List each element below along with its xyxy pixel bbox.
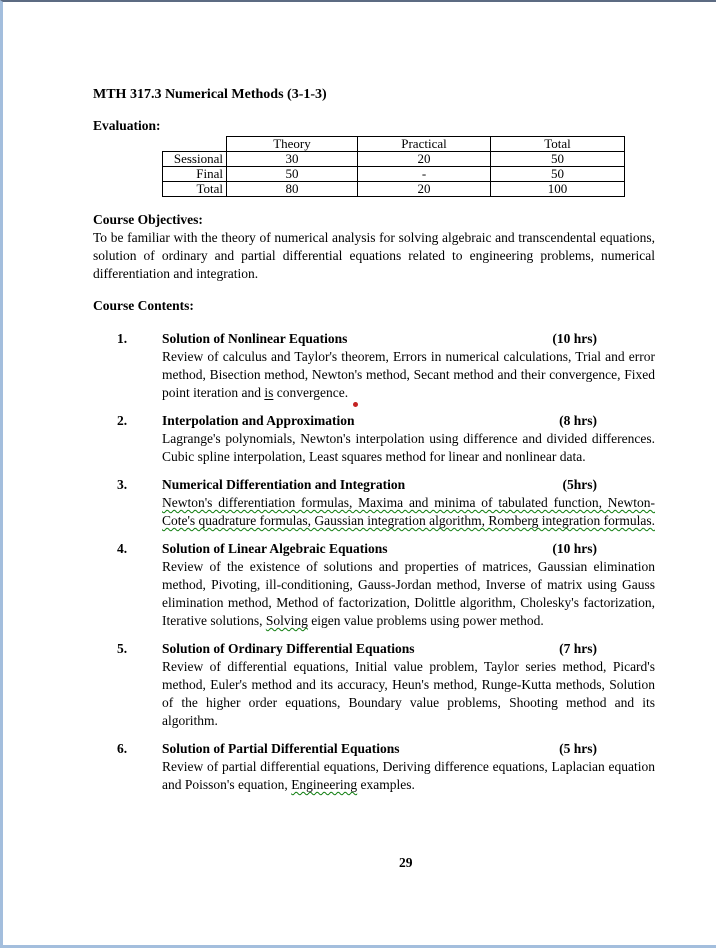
value-cell: 100 — [491, 182, 625, 197]
evaluation-label: Evaluation: — [93, 118, 161, 133]
row-label-cell: Sessional — [163, 152, 227, 167]
course-objectives-label: Course Objectives: — [93, 212, 203, 227]
item-hours: (5 hrs) — [559, 741, 597, 756]
content-item-3 — [93, 476, 655, 530]
item-title: Solution of Ordinary Differential Equations — [162, 641, 415, 656]
item-body — [162, 494, 655, 530]
item-heading — [162, 740, 655, 758]
page-title: MTH 317.3 Numerical Methods (3-1-3) — [93, 87, 327, 102]
item-body: Review of differential equations, Initial value problem, Taylor series method, Picard's method, Euler's method and its accuracy, Heun's method, Runge-Kutta methods, Solution of the higher order equations, Boundary value problems, Shooting method and its algorithm. — [162, 659, 655, 728]
grammar-squiggle-text: Solving — [265, 613, 308, 628]
item-body-text: examples. — [357, 777, 415, 792]
item-hours: (10 hrs) — [552, 331, 597, 346]
grammar-squiggle-text: Engineering — [291, 777, 358, 792]
item-heading — [162, 640, 655, 658]
underlined-word: is — [264, 385, 274, 400]
item-main — [162, 476, 655, 530]
value-cell: 80 — [227, 182, 358, 197]
content-item-6 — [93, 740, 655, 794]
table-row-sessional — [163, 152, 625, 167]
item-title: Solution of Nonlinear Equations — [162, 331, 348, 346]
item-heading — [162, 412, 655, 430]
item-body-text: Review of calculus and Taylor's theorem, Errors in numerical calculations, Trial and error method, Bisection method, Newton's method, Secant method and their convergence, Fixed point iteration and — [162, 349, 655, 400]
item-body-text: Review of the existence of solutions and properties of matrices, Gaussian elimination method, Pivoting, ill-conditioning, Gauss-Jordan method, Inverse of matrix using Gauss elimination method, Method of factorization, Dolittle algorithm, Cholesky's factorization, Iterative solutions, — [162, 559, 655, 628]
table-row-total — [163, 182, 625, 197]
item-main — [162, 330, 655, 402]
item-body: Lagrange's polynomials, Newton's interpolation using difference and divided differences. Cubic spline interpolation, Least squares method for linear and nonlinear data. — [162, 431, 655, 464]
value-cell: 20 — [358, 152, 491, 167]
item-main — [162, 540, 655, 630]
red-dot-annotation — [353, 402, 358, 407]
table-row-final — [163, 167, 625, 182]
item-number: 1. — [117, 331, 128, 346]
item-main — [162, 640, 655, 730]
grammar-squiggle-text: Newton's differentiation formulas, Maxima and minima of tabulated function, Newton-Cote's quadrature formulas, Gaussian integration algorithm, Romberg integration formulas. — [162, 495, 655, 528]
table-header-blank-cell — [163, 137, 227, 152]
evaluation-table — [162, 136, 625, 197]
value-cell: 50 — [491, 152, 625, 167]
table-header-total: Total — [491, 137, 625, 152]
item-title: Numerical Differentiation and Integration — [162, 477, 406, 492]
content-item-2 — [93, 412, 655, 466]
item-title: Solution of Linear Algebraic Equations — [162, 541, 388, 556]
item-number: 6. — [117, 741, 128, 756]
item-hours: (8 hrs) — [559, 413, 597, 428]
item-body — [162, 758, 655, 794]
item-heading — [162, 476, 655, 494]
page-number: 29 — [399, 855, 413, 870]
value-cell: 50 — [491, 167, 625, 182]
item-hours: (10 hrs) — [552, 541, 597, 556]
item-title: Solution of Partial Differential Equations — [162, 741, 400, 756]
item-title: Interpolation and Approximation — [162, 413, 355, 428]
row-label-cell: Final — [163, 167, 227, 182]
item-heading — [162, 330, 655, 348]
item-body-text: convergence. — [273, 385, 349, 400]
item-heading — [162, 540, 655, 558]
item-main — [162, 740, 655, 794]
course-contents-label: Course Contents: — [93, 298, 194, 313]
table-header-practical: Practical — [358, 137, 491, 152]
item-body — [162, 558, 655, 630]
item-body-text: Review of partial differential equations, Deriving difference equations, Laplacian equation and Poisson's equation, — [162, 759, 655, 792]
value-cell: 30 — [227, 152, 358, 167]
item-number: 3. — [117, 477, 128, 492]
table-header-theory: Theory — [227, 137, 358, 152]
page-content — [93, 2, 655, 794]
course-objectives-text: To be familiar with the theory of numerical analysis for solving algebraic and transcendental equations, solution of ordinary and partial differential equations related to engineering problems, numerical differentiation and integration. — [93, 230, 655, 281]
content-item-4 — [93, 540, 655, 630]
item-main — [162, 412, 655, 466]
item-number: 2. — [117, 413, 128, 428]
item-body-text: eigen value problems using power method. — [307, 613, 544, 628]
value-cell: 50 — [227, 167, 358, 182]
table-header-row — [163, 137, 625, 152]
item-body — [162, 348, 655, 402]
row-label-cell: Total — [163, 182, 227, 197]
item-number: 5. — [117, 641, 128, 656]
item-hours: (5hrs) — [562, 477, 597, 492]
value-cell: 20 — [358, 182, 491, 197]
item-hours: (7 hrs) — [559, 641, 597, 656]
item-number: 4. — [117, 541, 128, 556]
content-item-5 — [93, 640, 655, 730]
content-item-1 — [93, 330, 655, 402]
value-cell: - — [358, 167, 491, 182]
